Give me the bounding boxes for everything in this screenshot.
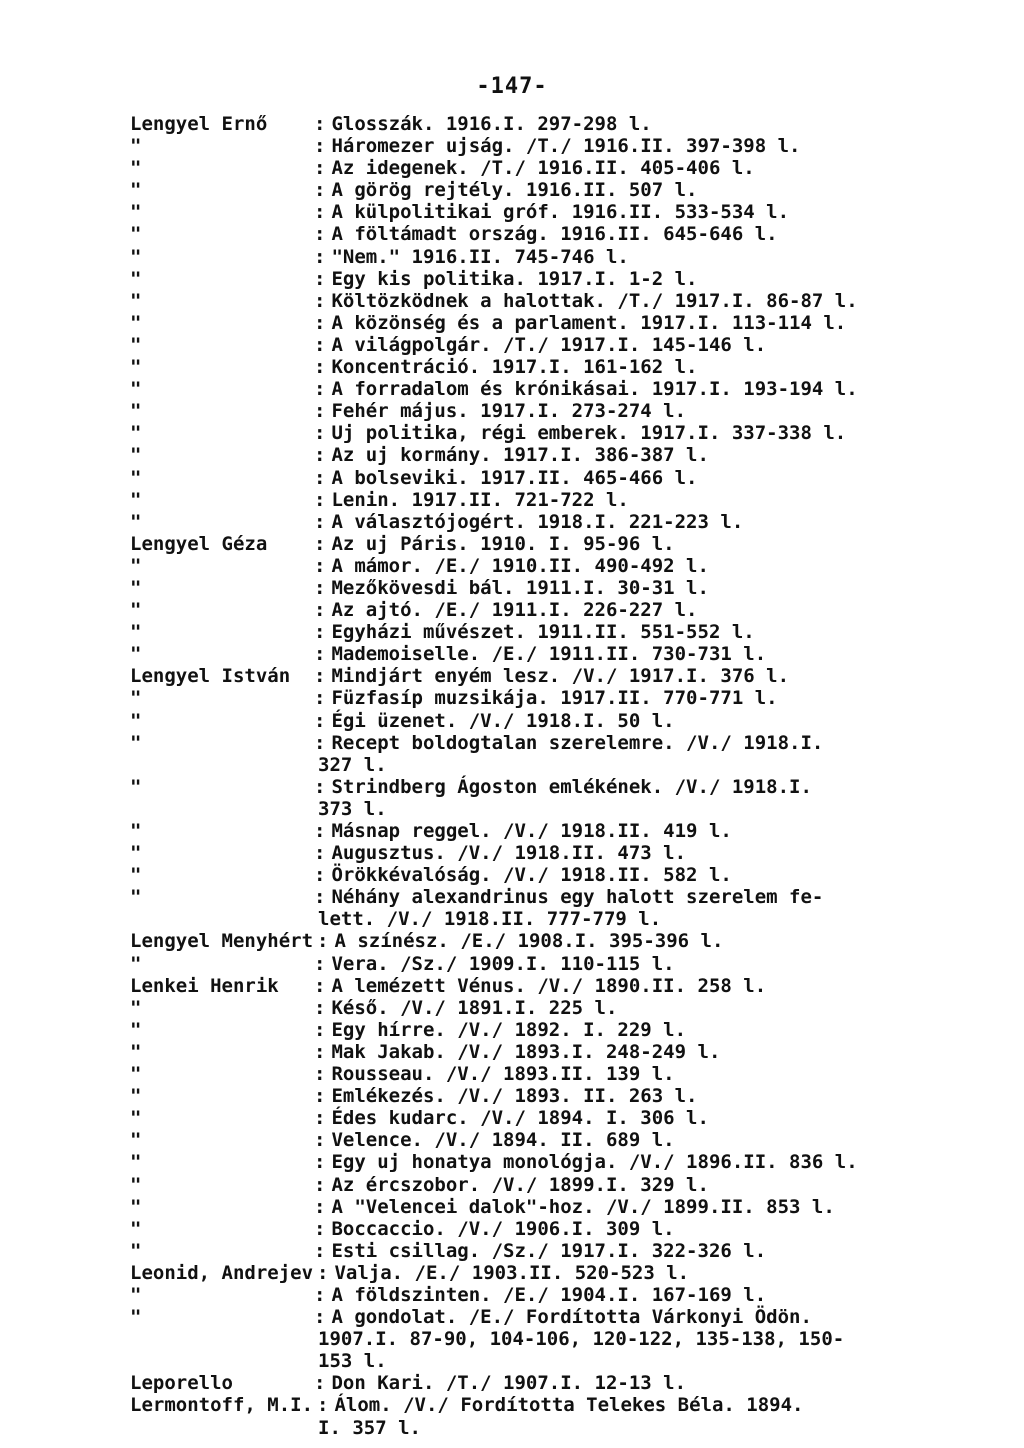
entry-separator: : — [314, 864, 326, 887]
bibliography-entry — [130, 356, 910, 378]
entry-separator: : — [314, 1018, 326, 1041]
ditto-mark: " — [130, 864, 142, 887]
entry-title: Mademoiselle. /E./ 1911.II. 730-731 l. — [331, 643, 767, 666]
bibliography-entry — [130, 953, 910, 975]
ditto-mark: " — [130, 842, 142, 865]
entry-separator: : — [314, 532, 326, 555]
bibliography-entry — [130, 555, 910, 577]
ditto-mark: " — [130, 1085, 142, 1108]
ditto-mark: " — [130, 510, 142, 533]
entry-title: 1907.I. 87-90, 104-106, 120-122, 135-138, 150- — [318, 1328, 845, 1351]
entry-separator: : — [314, 709, 326, 732]
entry-separator: : — [314, 1283, 326, 1306]
bibliography-entry — [130, 1129, 910, 1151]
bibliography-entry — [130, 444, 910, 466]
bibliography-entry — [130, 511, 910, 533]
entry-title: A választójogért. 1918.I. 221-223 l. — [331, 510, 744, 533]
entry-separator: : — [314, 466, 326, 489]
entry-separator: : — [314, 576, 326, 599]
entry-separator: : — [314, 886, 326, 909]
ditto-mark: " — [130, 223, 142, 246]
entry-title: Mindjárt enyém lesz. /V./ 1917.I. 376 l. — [331, 665, 790, 688]
entry-title: Mezőkövesdi bál. 1911.I. 30-31 l. — [331, 576, 709, 599]
ditto-mark: " — [130, 311, 142, 334]
ditto-mark: " — [130, 466, 142, 489]
ditto-mark: " — [130, 709, 142, 732]
ditto-mark: " — [130, 201, 142, 224]
entry-author — [130, 1350, 310, 1372]
bibliography-entry — [130, 1394, 910, 1416]
entry-title: Koncentráció. 1917.I. 161-162 l. — [331, 356, 698, 379]
bibliography-entry — [130, 1417, 910, 1439]
entry-author: Lermontoff, M.I. — [130, 1394, 314, 1417]
ditto-mark: " — [130, 1217, 142, 1240]
bibliography-entry — [130, 577, 910, 599]
bibliography-entry — [130, 1063, 910, 1085]
entry-separator: : — [314, 267, 326, 290]
bibliography-entry — [130, 997, 910, 1019]
entry-title: Vera. /Sz./ 1909.I. 110-115 l. — [331, 952, 675, 975]
entry-separator: : — [314, 996, 326, 1019]
bibliography-entry — [130, 334, 910, 356]
entry-separator: : — [314, 289, 326, 312]
bibliography-entry — [130, 754, 910, 776]
entry-separator: : — [314, 223, 326, 246]
bibliography-entry — [130, 312, 910, 334]
page-number: -147- — [476, 74, 548, 99]
bibliography-entry — [130, 732, 910, 754]
entry-title: Költözködnek a halottak. /T./ 1917.I. 86-87 l. — [331, 289, 858, 312]
entry-title: Az uj Páris. 1910. I. 95-96 l. — [331, 532, 675, 555]
entry-separator: : — [314, 510, 326, 533]
entry-separator: : — [314, 179, 326, 202]
bibliography-entry — [130, 223, 910, 245]
entry-title: Az uj kormány. 1917.I. 386-387 l. — [331, 444, 709, 467]
entry-title: Strindberg Ágoston emlékének. /V./ 1918.I. — [331, 775, 812, 798]
bibliography-entry — [130, 776, 910, 798]
entry-title: I. 357 l. — [318, 1416, 421, 1439]
entry-author — [130, 1417, 310, 1439]
entry-separator: : — [314, 599, 326, 622]
bibliography-entry — [130, 908, 910, 930]
bibliography-entry — [130, 246, 910, 268]
ditto-mark: " — [130, 554, 142, 577]
entry-separator: : — [314, 311, 326, 334]
ditto-mark: " — [130, 1306, 142, 1329]
bibliography-list — [130, 113, 910, 1439]
entry-title: Az idegenek. /T./ 1916.II. 405-406 l. — [331, 157, 755, 180]
entry-separator: : — [314, 1173, 326, 1196]
entry-separator: : — [314, 157, 326, 180]
entry-separator: : — [314, 422, 326, 445]
bibliography-entry — [130, 400, 910, 422]
ditto-mark: " — [130, 1283, 142, 1306]
entry-separator: : — [314, 731, 326, 754]
ditto-mark: " — [130, 135, 142, 158]
entry-separator: : — [314, 1239, 326, 1262]
entry-separator: : — [314, 1063, 326, 1086]
entry-title: Mak Jakab. /V./ 1893.I. 248-249 l. — [331, 1040, 721, 1063]
entry-title: Velence. /V./ 1894. II. 689 l. — [331, 1129, 675, 1152]
ditto-mark: " — [130, 444, 142, 467]
entry-separator: : — [314, 842, 326, 865]
entry-author: Lengyel Géza — [130, 532, 268, 555]
bibliography-entry — [130, 1284, 910, 1306]
entry-separator: : — [314, 952, 326, 975]
bibliography-entry — [130, 290, 910, 312]
entry-separator: : — [317, 1394, 329, 1417]
entry-title: A föltámadt ország. 1916.II. 645-646 l. — [331, 223, 778, 246]
ditto-mark: " — [130, 378, 142, 401]
entry-title: A forradalom és krónikásai. 1917.I. 193-194 l. — [331, 378, 858, 401]
bibliography-entry — [130, 157, 910, 179]
entry-title: A mámor. /E./ 1910.II. 490-492 l. — [331, 554, 709, 577]
entry-title: A világpolgár. /T./ 1917.I. 145-146 l. — [331, 333, 767, 356]
bibliography-entry — [130, 687, 910, 709]
bibliography-entry — [130, 1328, 910, 1350]
entry-title: Örökkévalóság. /V./ 1918.II. 582 l. — [331, 864, 732, 887]
bibliography-entry — [130, 378, 910, 400]
ditto-mark: " — [130, 621, 142, 644]
entry-separator: : — [317, 1261, 329, 1284]
entry-title: A "Velencei dalok"-hoz. /V./ 1899.II. 853 l. — [331, 1195, 835, 1218]
entry-separator: : — [314, 687, 326, 710]
entry-title: A színész. /E./ 1908.I. 395-396 l. — [334, 930, 724, 953]
entry-separator: : — [314, 201, 326, 224]
entry-separator: : — [314, 974, 326, 997]
bibliography-entry — [130, 1262, 910, 1284]
entry-title: 327 l. — [318, 753, 387, 776]
bibliography-entry — [130, 201, 910, 223]
entry-title: Rousseau. /V./ 1893.II. 139 l. — [331, 1063, 675, 1086]
ditto-mark: " — [130, 1063, 142, 1086]
entry-separator: : — [317, 930, 329, 953]
entry-title: Valja. /E./ 1903.II. 520-523 l. — [334, 1261, 690, 1284]
bibliography-entry — [130, 1085, 910, 1107]
bibliography-entry — [130, 489, 910, 511]
entry-separator: : — [314, 1040, 326, 1063]
entry-title: Uj politika, régi emberek. 1917.I. 337-338 l. — [331, 422, 847, 445]
entry-title: Emlékezés. /V./ 1893. II. 263 l. — [331, 1085, 698, 1108]
entry-author: Lengyel István — [130, 665, 291, 688]
bibliography-entry — [130, 599, 910, 621]
entry-separator: : — [314, 554, 326, 577]
entry-title: 153 l. — [318, 1350, 387, 1373]
entry-title: Lenin. 1917.II. 721-722 l. — [331, 488, 629, 511]
entry-title: Don Kari. /T./ 1907.I. 12-13 l. — [331, 1372, 687, 1395]
entry-title: Füzfasíp muzsikája. 1917.II. 770-771 l. — [331, 687, 778, 710]
ditto-mark: " — [130, 1018, 142, 1041]
bibliography-entry — [130, 1174, 910, 1196]
entry-title: "Nem." 1916.II. 745-746 l. — [331, 245, 629, 268]
ditto-mark: " — [130, 400, 142, 423]
entry-title: A földszinten. /E./ 1904.I. 167-169 l. — [331, 1283, 767, 1306]
entry-separator: : — [314, 1195, 326, 1218]
entry-separator: : — [314, 665, 326, 688]
ditto-mark: " — [130, 886, 142, 909]
entry-title: Az ércszobor. /V./ 1899.I. 329 l. — [331, 1173, 709, 1196]
entry-title: Fehér május. 1917.I. 273-274 l. — [331, 400, 687, 423]
entry-title: Álom. /V./ Fordította Telekes Béla. 1894. — [334, 1394, 804, 1417]
entry-separator: : — [314, 1107, 326, 1130]
bibliography-entry — [130, 621, 910, 643]
ditto-mark: " — [130, 775, 142, 798]
entry-title: Egy kis politika. 1917.I. 1-2 l. — [331, 267, 698, 290]
entry-separator: : — [314, 621, 326, 644]
entry-title: Néhány alexandrinus egy halott szerelem fe- — [331, 886, 824, 909]
entry-title: Egy uj honatya monológja. /V./ 1896.II. 836 l. — [331, 1151, 858, 1174]
ditto-mark: " — [130, 820, 142, 842]
bibliography-entry — [130, 179, 910, 201]
entry-title: Boccaccio. /V./ 1906.I. 309 l. — [331, 1217, 675, 1240]
ditto-mark: " — [130, 576, 142, 599]
entry-author: Lengyel Menyhért — [130, 930, 314, 953]
ditto-mark: " — [130, 643, 142, 666]
ditto-mark: " — [130, 333, 142, 356]
entry-title: A közönség és a parlament. 1917.I. 113-114 l. — [331, 311, 847, 334]
entry-title: Glosszák. 1916.I. 297-298 l. — [331, 113, 652, 135]
entry-separator: : — [314, 1306, 326, 1329]
bibliography-entry — [130, 268, 910, 290]
entry-separator: : — [314, 135, 326, 158]
ditto-mark: " — [130, 1040, 142, 1063]
entry-title: A gondolat. /E./ Fordította Várkonyi Ödön. — [331, 1306, 812, 1329]
bibliography-entry — [130, 798, 910, 820]
bibliography-entry — [130, 975, 910, 997]
bibliography-entry — [130, 1240, 910, 1262]
entry-title: Édes kudarc. /V./ 1894. I. 306 l. — [331, 1107, 709, 1130]
entry-author: Lengyel Ernő — [130, 113, 268, 135]
entry-title: Egy hírre. /V./ 1892. I. 229 l. — [331, 1018, 687, 1041]
bibliography-entry — [130, 1218, 910, 1240]
bibliography-entry — [130, 864, 910, 886]
entry-separator: : — [314, 245, 326, 268]
ditto-mark: " — [130, 422, 142, 445]
entry-author — [130, 1328, 310, 1350]
entry-author: Lenkei Henrik — [130, 974, 279, 997]
bibliography-entry — [130, 1019, 910, 1041]
entry-author — [130, 754, 310, 776]
ditto-mark: " — [130, 1239, 142, 1262]
ditto-mark: " — [130, 245, 142, 268]
entry-title: Az ajtó. /E./ 1911.I. 226-227 l. — [331, 599, 698, 622]
bibliography-entry — [130, 422, 910, 444]
bibliography-entry — [130, 1196, 910, 1218]
entry-separator: : — [314, 444, 326, 467]
entry-title: A görög rejtély. 1916.II. 507 l. — [331, 179, 698, 202]
entry-separator: : — [314, 333, 326, 356]
bibliography-entry — [130, 1372, 910, 1394]
ditto-mark: " — [130, 1195, 142, 1218]
ditto-mark: " — [130, 731, 142, 754]
entry-title: Augusztus. /V./ 1918.II. 473 l. — [331, 842, 687, 865]
entry-separator: : — [314, 488, 326, 511]
bibliography-entry — [130, 665, 910, 687]
bibliography-entry — [130, 886, 910, 908]
ditto-mark: " — [130, 179, 142, 202]
entry-title: A bolseviki. 1917.II. 465-466 l. — [331, 466, 698, 489]
ditto-mark: " — [130, 1173, 142, 1196]
ditto-mark: " — [130, 952, 142, 975]
entry-title: lett. /V./ 1918.II. 777-779 l. — [318, 908, 662, 931]
entry-separator: : — [314, 1085, 326, 1108]
entry-separator: : — [314, 1151, 326, 1174]
entry-title: Késő. /V./ 1891.I. 225 l. — [331, 996, 618, 1019]
bibliography-entry — [130, 1041, 910, 1063]
entry-separator: : — [314, 820, 326, 842]
entry-author: Leporello — [130, 1372, 233, 1395]
bibliography-entry — [130, 1350, 910, 1372]
entry-title: A külpolitikai gróf. 1916.II. 533-534 l. — [331, 201, 790, 224]
entry-author — [130, 908, 310, 930]
bibliography-entry — [130, 1306, 910, 1328]
entry-title: 373 l. — [318, 797, 387, 820]
bibliography-entry — [130, 710, 910, 732]
entry-separator: : — [314, 1372, 326, 1395]
entry-title: Égi üzenet. /V./ 1918.I. 50 l. — [331, 709, 675, 732]
entry-author — [130, 798, 310, 820]
bibliography-entry — [130, 467, 910, 489]
entry-separator: : — [314, 775, 326, 798]
bibliography-entry — [130, 113, 910, 135]
ditto-mark: " — [130, 1107, 142, 1130]
entry-title: Másnap reggel. /V./ 1918.II. 419 l. — [331, 820, 732, 842]
ditto-mark: " — [130, 996, 142, 1019]
bibliography-entry — [130, 820, 910, 842]
entry-separator: : — [314, 1217, 326, 1240]
entry-separator: : — [314, 1129, 326, 1152]
ditto-mark: " — [130, 1151, 142, 1174]
entry-separator: : — [314, 378, 326, 401]
bibliography-entry — [130, 930, 910, 952]
entry-title: Recept boldogtalan szerelemre. /V./ 1918.I. — [331, 731, 824, 754]
entry-title: Egyházi művészet. 1911.II. 551-552 l. — [331, 621, 755, 644]
entry-title: A lemézett Vénus. /V./ 1890.II. 258 l. — [331, 974, 767, 997]
entry-title: Esti csillag. /Sz./ 1917.I. 322-326 l. — [331, 1239, 767, 1262]
entry-separator: : — [314, 643, 326, 666]
bibliography-entry — [130, 842, 910, 864]
entry-author: Leonid, Andrejev — [130, 1261, 314, 1284]
entry-separator: : — [314, 400, 326, 423]
ditto-mark: " — [130, 687, 142, 710]
entry-separator: : — [314, 356, 326, 379]
bibliography-entry — [130, 1151, 910, 1173]
bibliography-entry — [130, 533, 910, 555]
ditto-mark: " — [130, 356, 142, 379]
bibliography-entry — [130, 135, 910, 157]
ditto-mark: " — [130, 1129, 142, 1152]
ditto-mark: " — [130, 267, 142, 290]
entry-title: Háromezer ujság. /T./ 1916.II. 397-398 l. — [331, 135, 801, 158]
ditto-mark: " — [130, 289, 142, 312]
ditto-mark: " — [130, 488, 142, 511]
entry-separator: : — [314, 113, 326, 135]
bibliography-entry — [130, 1107, 910, 1129]
ditto-mark: " — [130, 599, 142, 622]
bibliography-entry — [130, 643, 910, 665]
ditto-mark: " — [130, 157, 142, 180]
